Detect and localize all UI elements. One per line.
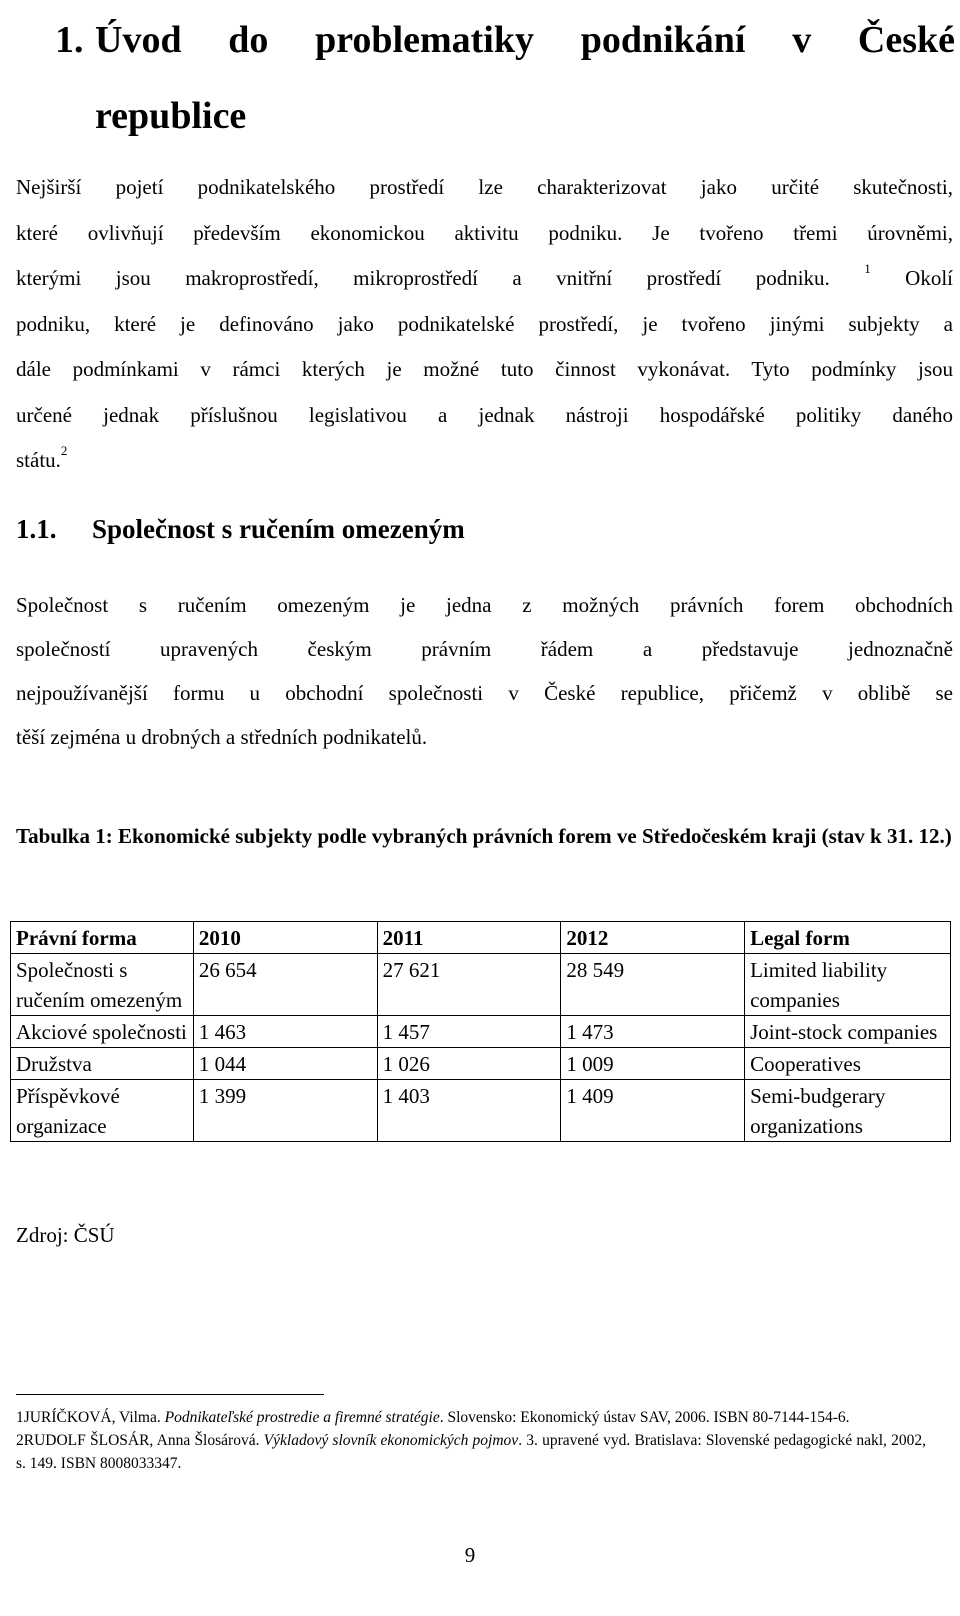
section-number: 1.1. <box>16 514 57 544</box>
section-paragraph <box>16 583 953 759</box>
table-cell: 1 026 <box>377 1048 561 1080</box>
table-cell: 1 473 <box>561 1016 745 1048</box>
table-cell: 1 399 <box>193 1080 377 1142</box>
table-cell: 1 409 <box>561 1080 745 1142</box>
table-header-cell: 2010 <box>193 922 377 954</box>
table-caption: Tabulka 1: Ekonomické subjekty podle vybraných právních forem ve Středočeském kraji (stav k 31. 12.) <box>16 824 952 848</box>
footnote-1-title: Podnikateľské prostredie a firemné stratégie <box>164 1409 440 1426</box>
footnote-ref-1[interactable]: 1 <box>864 261 871 276</box>
table-cell: Joint-stock companies <box>745 1016 951 1048</box>
table-cell: 1 403 <box>377 1080 561 1142</box>
table-cell: 27 621 <box>377 954 561 1016</box>
table-header-cell: 2011 <box>377 922 561 954</box>
table-cell: Cooperatives <box>745 1048 951 1080</box>
table-row <box>11 1080 951 1142</box>
table-header-cell: Legal form <box>745 922 951 954</box>
table-row <box>11 1048 951 1080</box>
table-cell: Družstva <box>11 1048 194 1080</box>
footnote-1: 1JURÍČKOVÁ, Vilma. Podnikateľské prostredie a firemné stratégie. Slovensko: Ekonomický ústav SAV, 2006. ISBN 80-7144-154-6. <box>16 1409 850 1426</box>
table-cell: 1 463 <box>193 1016 377 1048</box>
footnote-2-title: Výkladový slovník ekonomických pojmov <box>263 1432 519 1449</box>
intro-line-7: státu.$^2$ <box>16 443 68 472</box>
table-header-cell: Právní forma <box>11 922 194 954</box>
section-heading <box>16 504 465 554</box>
footnote-ref-2[interactable]: 2 <box>60 443 68 458</box>
footnote-2: 2RUDOLF ŠLOSÁR, Anna Šlosárová. Výkladový slovník ekonomických pojmov. 3. upravené vyd. Bratislava: Slovenské pedagogické nakl, 2002, s. 149. ISBN 8008033347. <box>16 1432 926 1472</box>
section-line-4: těší zejména u drobných a středních podnikatelů. <box>16 725 428 749</box>
table-cell: 28 549 <box>561 954 745 1016</box>
table-cell: Příspěvkové organizace <box>11 1080 194 1142</box>
table-source: Zdroj: ČSÚ <box>16 1223 115 1247</box>
section-title: Společnost s ručením omezeným <box>92 514 465 544</box>
footnote-separator <box>16 1394 324 1395</box>
table-cell: 26 654 <box>193 954 377 1016</box>
intro-line-4: podniku, které je definováno jako podnikatelské prostředí, je tvořeno jinými subjekty a <box>16 311 953 336</box>
table-header-cell: 2012 <box>561 922 745 954</box>
table-cell: 1 044 <box>193 1048 377 1080</box>
section-line-2: společností upravených českým právním řádem a představuje jednoznačně <box>16 637 953 661</box>
intro-line-6: určené jednak příslušnou legislativou a jednak nástroji hospodářské politiky daného <box>16 402 953 427</box>
table-cell: Limited liability companies <box>745 954 951 1016</box>
table-header-row <box>11 922 951 954</box>
table-row <box>11 954 951 1016</box>
chapter-title-line1: Úvod do problematiky podnikání v České <box>95 19 955 61</box>
intro-line-3: kterými jsou makroprostředí, mikroprostředí a vnitřní prostředí podniku. $^1$ Okolí <box>16 261 954 290</box>
intro-line-2: které ovlivňují především ekonomickou aktivitu podniku. Je tvořeno třemi úrovněmi, <box>16 220 953 245</box>
intro-line-1: Nejširší pojetí podnikatelského prostředí lze charakterizovat jako určité skutečnosti, <box>16 175 953 199</box>
table-cell: Semi-budgerary organizations <box>745 1080 951 1142</box>
chapter-title-line2: republice <box>95 95 247 137</box>
section-line-3: nejpoužívanější formu u obchodní společnosti v České republice, přičemž v oblibě se <box>16 681 953 705</box>
legal-forms-table <box>10 921 951 1142</box>
intro-line-5: dále podmínkami v rámci kterých je možné tuto činnost vykonávat. Tyto podmínky jsou <box>16 357 953 381</box>
chapter-number: 1. <box>55 19 84 61</box>
footnotes <box>16 1406 926 1475</box>
page-number: 9 <box>464 1543 476 1567</box>
table-cell: Akciové společnosti <box>11 1016 194 1048</box>
table-cell: 1 457 <box>377 1016 561 1048</box>
table-cell: Společnosti s ručením omezeným <box>11 954 194 1016</box>
table-row <box>11 1016 951 1048</box>
section-line-1: Společnost s ručením omezeným je jedna z možných právních forem obchodních <box>16 593 953 617</box>
intro-paragraph <box>16 165 953 484</box>
table-cell: 1 009 <box>561 1048 745 1080</box>
